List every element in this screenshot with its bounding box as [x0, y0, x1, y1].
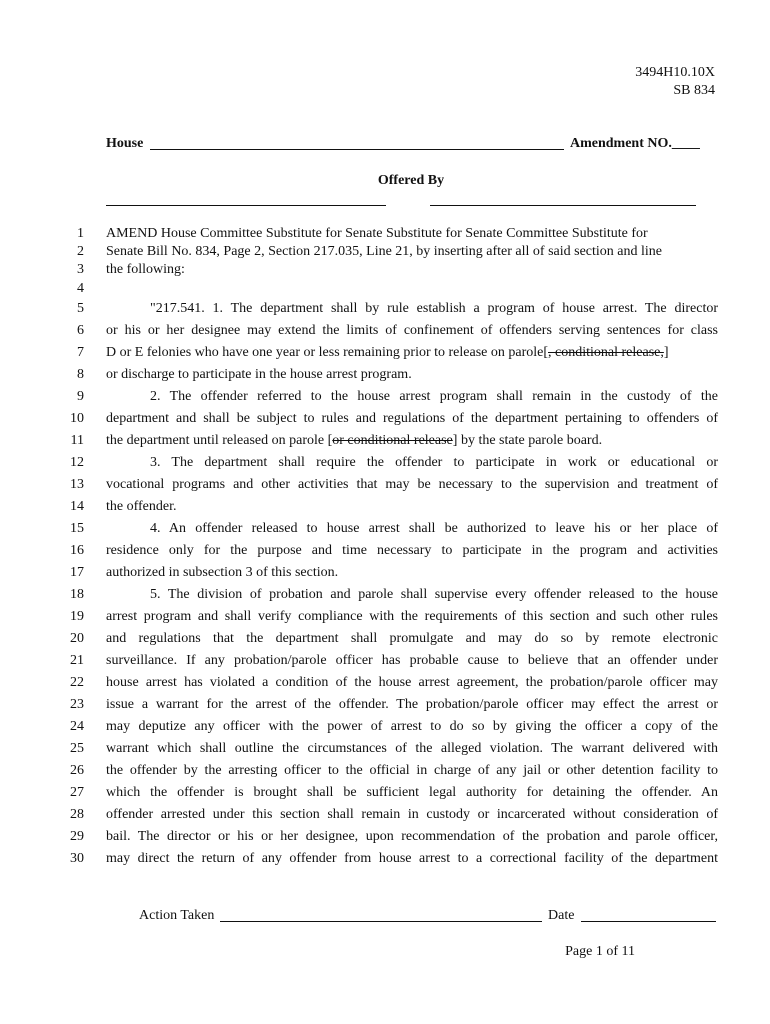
body-line-3: the following: [106, 262, 185, 277]
line-number: 25 [70, 741, 84, 756]
body-line-25: warrant which shall outline the circumstances of the alleged violation. The warrant delivered with [106, 741, 718, 756]
body-line-6: or his or her designee may extend the limits of confinement of offenders serving sentences for class [106, 323, 718, 338]
body-line-30: may direct the return of any offender from house arrest to a correctional facility of the department [106, 851, 718, 866]
document-code: 3494H10.10X [635, 65, 715, 80]
offered-by-label: Offered By [377, 173, 445, 188]
body-line-13: vocational programs and other activities that may be necessary to the supervision and treatment of [106, 477, 718, 492]
line-number: 2 [77, 244, 84, 259]
line-number: 19 [70, 609, 84, 624]
body-line-8: or discharge to participate in the house arrest program. [106, 367, 412, 382]
line-number: 21 [70, 653, 84, 668]
line-number: 16 [70, 543, 84, 558]
body-line-7-text: D or E felonies who have one year or less remaining prior to release on parole [106, 345, 544, 360]
body-line-15: 4. An offender released to house arrest shall be authorized to leave his or her place of [150, 521, 718, 536]
line-number: 13 [70, 477, 84, 492]
body-line-14: the offender. [106, 499, 177, 514]
line-number: 17 [70, 565, 84, 580]
line-number: 7 [77, 345, 84, 360]
body-line-20: and regulations that the department shall promulgate and may do so by remote electronic [106, 631, 718, 646]
line-number: 8 [77, 367, 84, 382]
body-line-28: offender arrested under this section shall remain in custody or incarcerated without consideration of [106, 807, 718, 822]
line-number: 15 [70, 521, 84, 536]
line-number: 5 [77, 301, 84, 316]
house-label: House [106, 136, 144, 151]
body-line-7 [106, 344, 718, 362]
body-line-10: department and shall be subject to rules and regulations of the department pertaining to offenders of [106, 411, 718, 426]
line-number: 27 [70, 785, 84, 800]
line-number: 23 [70, 697, 84, 712]
body-line-26: the offender by the arresting officer to the official in charge of any jail or other detention facility to [106, 763, 718, 778]
bill-number: SB 834 [673, 83, 715, 98]
line-number: 1 [77, 226, 84, 241]
line-number: 11 [70, 433, 84, 448]
line-number: 22 [70, 675, 84, 690]
body-line-21: surveillance. If any probation/parole officer has probable cause to believe that an offender under [106, 653, 718, 668]
line-number: 20 [70, 631, 84, 646]
line-number: 6 [77, 323, 84, 338]
house-name-blank [150, 149, 564, 150]
body-line-1: AMEND House Committee Substitute for Senate Substitute for Senate Committee Substitute for [106, 226, 648, 241]
line-number: 3 [77, 262, 84, 277]
body-line-27: which the offender is brought shall be sufficient legal authority for detaining the offender. An [106, 785, 718, 800]
date-label: Date [548, 908, 575, 923]
line-number: 12 [70, 455, 84, 470]
body-line-23: issue a warrant for the arrest of the offender. The probation/parole officer may effect the arrest or [106, 697, 718, 712]
line-number: 28 [70, 807, 84, 822]
body-line-9: 2. The offender referred to the house arrest program shall remain in the custody of the [150, 389, 718, 404]
bracket-open: [ [327, 433, 333, 448]
bracket-close: ] [452, 433, 458, 448]
body-line-29: bail. The director or his or her designee, upon recommendation of the probation and parole officer, [106, 829, 718, 844]
action-taken-blank [220, 921, 542, 922]
body-line-19: arrest program and shall verify compliance with the requirements of this section and such other rules [106, 609, 718, 624]
body-line-2: Senate Bill No. 834, Page 2, Section 217.035, Line 21, by inserting after all of said section and line [106, 244, 663, 259]
offered-by-signature-line-right [430, 205, 696, 206]
line-number: 29 [70, 829, 84, 844]
offered-by-signature-line-left [106, 205, 386, 206]
body-line-11-text: the department until released on parole [106, 433, 328, 448]
line-number: 14 [70, 499, 84, 514]
date-blank [581, 921, 716, 922]
body-line-11-tail: by the state parole board. [457, 433, 603, 448]
line-number: 24 [70, 719, 84, 734]
amendment-label: Amendment NO.____ [570, 136, 700, 151]
line-number: 30 [70, 851, 84, 866]
line-number: 9 [77, 389, 84, 404]
body-line-24: may deputize any officer with the power of arrest to do so by giving the officer a copy of the [106, 719, 718, 734]
line-number: 4 [77, 281, 84, 296]
body-line-17: authorized in subsection 3 of this section. [106, 565, 339, 580]
page-number: Page 1 of 11 [565, 944, 635, 959]
body-line-12: 3. The department shall require the offender to participate in work or educational or [150, 455, 718, 470]
struck-text-conditional-release: , conditional release, [548, 345, 664, 360]
body-line-11 [106, 432, 718, 450]
body-line-5: "217.541. 1. The department shall by rule establish a program of house arrest. The director [150, 301, 718, 316]
body-line-16: residence only for the purpose and time necessary to participate in the program and activities [106, 543, 718, 558]
bracket-close: ] [663, 345, 669, 360]
line-number: 10 [70, 411, 84, 426]
line-number: 26 [70, 763, 84, 778]
struck-text-or-conditional-release: or conditional release [332, 433, 453, 448]
bracket-open: [ [543, 345, 549, 360]
line-number: 18 [70, 587, 84, 602]
action-taken-label: Action Taken [139, 908, 215, 923]
body-line-22: house arrest has violated a condition of the house arrest agreement, the probation/parole officer may [106, 675, 718, 690]
body-line-18: 5. The division of probation and parole shall supervise every offender released to the house [150, 587, 718, 602]
